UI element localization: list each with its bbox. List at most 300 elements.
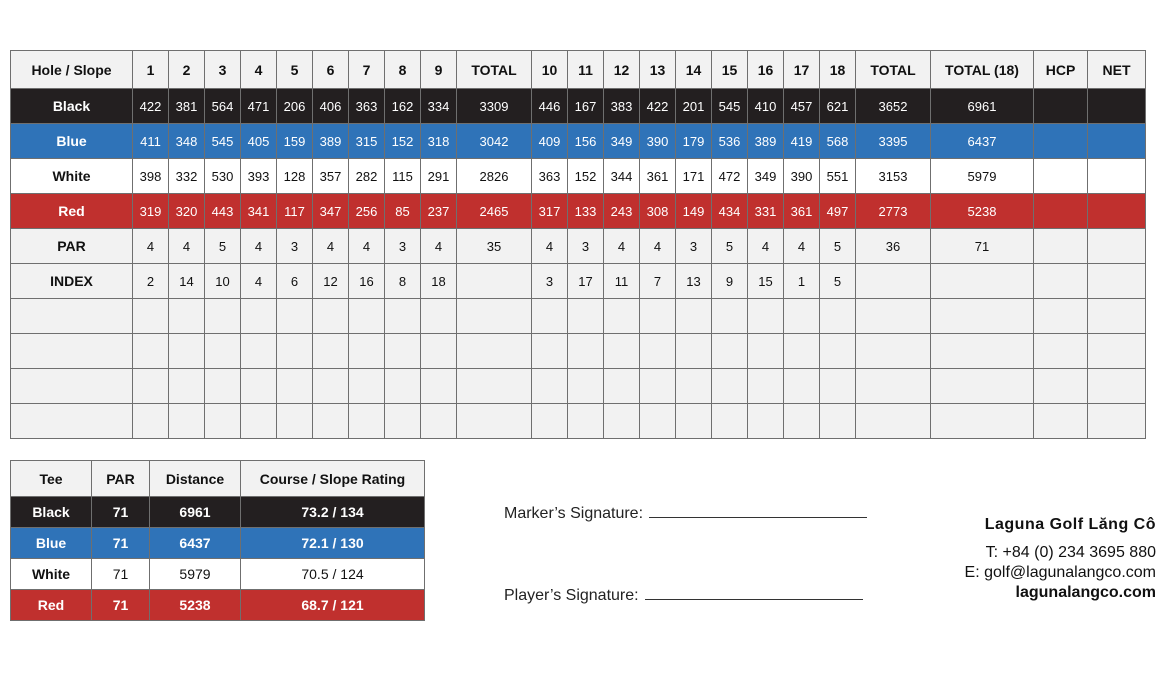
rating-tee: Black [11,497,92,528]
score-cell: 291 [421,159,457,194]
score-cell[interactable] [241,404,277,439]
rating-row-black [11,497,425,528]
contact-phone: T: +84 (0) 234 3695 880 [985,544,1156,561]
score-cell: 159 [277,124,313,159]
score-cell[interactable] [421,334,457,369]
score-cell[interactable] [133,334,169,369]
rating-distance: 5979 [150,559,241,590]
score-cell[interactable] [856,369,931,404]
header-cell: 10 [532,51,568,89]
rating-value: 72.1 / 130 [241,528,425,559]
score-cell[interactable] [856,299,931,334]
score-cell: 411 [133,124,169,159]
score-cell: 4 [784,229,820,264]
score-cell: 2826 [457,159,532,194]
score-cell: 434 [712,194,748,229]
header-cell: 14 [676,51,712,89]
score-cell: 3 [532,264,568,299]
score-cell[interactable] [133,299,169,334]
score-cell[interactable] [313,404,349,439]
score-cell: 357 [313,159,349,194]
score-cell[interactable] [532,404,568,439]
score-cell[interactable] [241,369,277,404]
header-cell: 2 [169,51,205,89]
score-cell: 347 [313,194,349,229]
rating-distance: 5238 [150,590,241,621]
score-cell: 256 [349,194,385,229]
score-cell: 410 [748,89,784,124]
scorecard-header-row [11,51,1146,89]
score-cell: 5 [205,229,241,264]
marker-signature [504,505,867,523]
score-cell[interactable] [457,334,532,369]
score-cell: 389 [313,124,349,159]
score-cell: 3 [676,229,712,264]
score-cell[interactable] [568,404,604,439]
score-cell: 6437 [931,124,1034,159]
score-cell[interactable] [421,299,457,334]
score-cell[interactable] [568,334,604,369]
rating-value: 73.2 / 134 [241,497,425,528]
score-cell[interactable] [712,369,748,404]
score-cell[interactable] [748,369,784,404]
rating-par: 71 [92,559,150,590]
score-cell: 4 [133,229,169,264]
score-cell[interactable] [604,369,640,404]
row-label: White [11,159,133,194]
score-cell: 2 [133,264,169,299]
score-cell: 4 [532,229,568,264]
score-cell: 3395 [856,124,931,159]
rating-header-par: PAR [92,461,150,497]
header-cell: 3 [205,51,241,89]
score-cell[interactable] [748,404,784,439]
header-cell: 1 [133,51,169,89]
score-cell: 320 [169,194,205,229]
score-cell[interactable] [604,299,640,334]
rating-header-tee: Tee [11,461,92,497]
score-cell: 13 [676,264,712,299]
score-cell: 406 [313,89,349,124]
score-cell: 7 [640,264,676,299]
score-cell: 35 [457,229,532,264]
score-cell: 14 [169,264,205,299]
score-cell[interactable] [1034,229,1088,264]
player-score-row [11,404,1146,439]
score-cell[interactable] [313,369,349,404]
score-cell: 331 [748,194,784,229]
player-score-row [11,334,1146,369]
score-cell: 4 [421,229,457,264]
score-cell[interactable] [1088,264,1146,299]
score-cell[interactable] [712,404,748,439]
rating-tee: Blue [11,528,92,559]
score-cell: 5979 [931,159,1034,194]
header-cell: 15 [712,51,748,89]
score-cell: 405 [241,124,277,159]
score-cell[interactable] [640,299,676,334]
score-cell[interactable] [385,334,421,369]
scorecard-body [11,89,1146,439]
score-cell[interactable] [1088,299,1146,334]
score-cell: 317 [532,194,568,229]
score-cell: 457 [784,89,820,124]
score-cell[interactable] [532,334,568,369]
score-cell: 334 [421,89,457,124]
score-cell[interactable] [856,404,931,439]
score-cell: 4 [313,229,349,264]
score-cell: 16 [349,264,385,299]
score-cell: 9 [712,264,748,299]
header-cell: TOTAL [856,51,931,89]
rating-par: 71 [92,590,150,621]
header-cell: 6 [313,51,349,89]
score-cell[interactable] [169,404,205,439]
score-cell[interactable] [241,299,277,334]
score-cell: 551 [820,159,856,194]
tee-row-white [11,159,1146,194]
score-cell[interactable] [676,334,712,369]
score-cell[interactable] [748,334,784,369]
score-cell: 6 [277,264,313,299]
score-cell[interactable] [712,299,748,334]
score-cell[interactable] [1088,194,1146,229]
score-cell[interactable] [277,299,313,334]
score-cell[interactable] [820,334,856,369]
score-cell[interactable] [277,334,313,369]
score-cell: 497 [820,194,856,229]
score-cell: 1 [784,264,820,299]
score-cell: 71 [931,229,1034,264]
score-cell[interactable] [1034,369,1088,404]
header-cell: 8 [385,51,421,89]
row-label: INDEX [11,264,133,299]
score-cell: 318 [421,124,457,159]
score-cell[interactable] [532,299,568,334]
score-cell[interactable] [784,299,820,334]
score-cell: 4 [640,229,676,264]
row-label [11,334,133,369]
rating-row-white [11,559,425,590]
score-cell: 4 [241,229,277,264]
score-cell: 545 [205,124,241,159]
score-cell[interactable] [277,369,313,404]
score-cell: 363 [349,89,385,124]
score-cell: 5238 [931,194,1034,229]
contact-email: E: golf@lagunalangco.com [964,564,1156,581]
score-cell[interactable] [349,334,385,369]
score-cell: 117 [277,194,313,229]
score-cell: 621 [820,89,856,124]
rating-tee: Red [11,590,92,621]
score-cell [931,264,1034,299]
score-cell: 472 [712,159,748,194]
score-cell: 3153 [856,159,931,194]
score-cell: 152 [568,159,604,194]
score-cell[interactable] [169,334,205,369]
score-cell: 4 [241,264,277,299]
score-cell: 341 [241,194,277,229]
score-cell: 2773 [856,194,931,229]
score-cell[interactable] [1088,159,1146,194]
score-cell: 443 [205,194,241,229]
score-cell[interactable] [1034,159,1088,194]
score-cell[interactable] [856,334,931,369]
score-cell: 156 [568,124,604,159]
score-cell: 389 [748,124,784,159]
score-cell [856,264,931,299]
score-cell[interactable] [1088,369,1146,404]
score-cell: 152 [385,124,421,159]
player-score-row [11,369,1146,404]
marker-signature-line[interactable] [649,516,867,518]
score-cell[interactable] [568,369,604,404]
score-cell: 4 [169,229,205,264]
score-cell: 361 [640,159,676,194]
player-score-row [11,299,1146,334]
score-cell[interactable] [784,369,820,404]
score-cell[interactable] [931,404,1034,439]
score-cell[interactable] [313,334,349,369]
score-cell[interactable] [640,404,676,439]
score-cell[interactable] [421,404,457,439]
score-cell[interactable] [676,404,712,439]
score-cell[interactable] [1034,89,1088,124]
row-label [11,404,133,439]
score-cell: 545 [712,89,748,124]
score-cell: 315 [349,124,385,159]
contact-website: lagunalangco.com [1015,584,1156,601]
score-cell[interactable] [784,404,820,439]
score-cell[interactable] [133,369,169,404]
score-cell: 349 [604,124,640,159]
score-cell: 133 [568,194,604,229]
row-label: Blue [11,124,133,159]
score-cell: 308 [640,194,676,229]
header-cell: 5 [277,51,313,89]
header-cell: TOTAL (18) [931,51,1034,89]
score-cell[interactable] [784,334,820,369]
rating-header-rating: Course / Slope Rating [241,461,425,497]
score-cell[interactable] [277,404,313,439]
score-cell: 243 [604,194,640,229]
score-cell: 4 [604,229,640,264]
score-cell[interactable] [1034,194,1088,229]
score-cell[interactable] [640,334,676,369]
score-cell[interactable] [820,369,856,404]
header-cell: 4 [241,51,277,89]
score-cell: 319 [133,194,169,229]
score-cell[interactable] [1088,334,1146,369]
score-cell: 446 [532,89,568,124]
score-cell: 419 [784,124,820,159]
row-label [11,299,133,334]
par-row [11,229,1146,264]
score-cell: 422 [133,89,169,124]
score-cell: 3042 [457,124,532,159]
score-cell[interactable] [421,369,457,404]
score-cell[interactable] [712,334,748,369]
score-cell: 10 [205,264,241,299]
score-cell: 3652 [856,89,931,124]
score-cell[interactable] [676,299,712,334]
score-cell[interactable] [457,404,532,439]
header-cell: 18 [820,51,856,89]
score-cell[interactable] [748,299,784,334]
header-cell: 11 [568,51,604,89]
score-cell: 3 [277,229,313,264]
score-cell: 361 [784,194,820,229]
score-cell[interactable] [931,299,1034,334]
score-cell: 381 [169,89,205,124]
score-cell: 363 [532,159,568,194]
score-cell: 564 [205,89,241,124]
score-cell: 332 [169,159,205,194]
header-cell: 9 [421,51,457,89]
player-signature [504,587,863,605]
score-cell[interactable] [349,369,385,404]
score-cell: 206 [277,89,313,124]
score-cell[interactable] [1034,124,1088,159]
score-cell[interactable] [532,369,568,404]
rating-header-row [11,461,425,497]
score-cell[interactable] [313,299,349,334]
score-cell[interactable] [604,334,640,369]
player-signature-line[interactable] [645,598,863,600]
score-cell[interactable] [1034,299,1088,334]
score-cell: 4 [349,229,385,264]
score-cell: 5 [712,229,748,264]
score-cell[interactable] [676,369,712,404]
score-cell: 568 [820,124,856,159]
rating-row-red [11,590,425,621]
score-cell[interactable] [349,299,385,334]
score-cell: 179 [676,124,712,159]
score-cell: 390 [784,159,820,194]
score-cell[interactable] [1088,89,1146,124]
score-cell: 237 [421,194,457,229]
row-label: Red [11,194,133,229]
score-cell: 2465 [457,194,532,229]
header-cell: 16 [748,51,784,89]
score-cell[interactable] [169,369,205,404]
header-cell: TOTAL [457,51,532,89]
score-cell[interactable] [820,404,856,439]
score-cell: 17 [568,264,604,299]
rating-tee: White [11,559,92,590]
score-cell: 5 [820,229,856,264]
score-cell[interactable] [457,299,532,334]
score-cell: 390 [640,124,676,159]
score-cell[interactable] [604,404,640,439]
score-cell: 344 [604,159,640,194]
header-cell: Hole / Slope [11,51,133,89]
score-cell[interactable] [241,334,277,369]
header-cell: NET [1088,51,1146,89]
header-cell: HCP [1034,51,1088,89]
score-cell: 3 [568,229,604,264]
score-cell[interactable] [931,334,1034,369]
rating-table [10,460,425,621]
score-cell[interactable] [349,404,385,439]
score-cell: 15 [748,264,784,299]
score-cell: 167 [568,89,604,124]
score-cell[interactable] [133,404,169,439]
score-cell: 393 [241,159,277,194]
score-cell: 201 [676,89,712,124]
score-cell: 18 [421,264,457,299]
score-cell[interactable] [1088,404,1146,439]
rating-distance: 6961 [150,497,241,528]
header-cell: 12 [604,51,640,89]
score-cell[interactable] [457,369,532,404]
score-cell: 128 [277,159,313,194]
score-cell[interactable] [931,369,1034,404]
player-signature-label: Player’s Signature: [504,587,639,604]
score-cell: 85 [385,194,421,229]
score-cell: 8 [385,264,421,299]
score-cell [457,264,532,299]
tee-row-blue [11,124,1146,159]
score-cell[interactable] [820,299,856,334]
score-cell: 5 [820,264,856,299]
marker-signature-label: Marker’s Signature: [504,505,644,522]
score-cell[interactable] [640,369,676,404]
score-cell: 471 [241,89,277,124]
score-cell: 171 [676,159,712,194]
score-cell: 6961 [931,89,1034,124]
header-cell: 13 [640,51,676,89]
rating-header-distance: Distance [150,461,241,497]
score-cell: 12 [313,264,349,299]
score-cell[interactable] [1034,404,1088,439]
score-cell: 536 [712,124,748,159]
rating-distance: 6437 [150,528,241,559]
tee-row-red [11,194,1146,229]
rating-value: 68.7 / 121 [241,590,425,621]
score-cell: 282 [349,159,385,194]
scorecard-table [10,50,1146,439]
score-cell[interactable] [568,299,604,334]
score-cell: 4 [748,229,784,264]
score-cell: 11 [604,264,640,299]
tee-row-black [11,89,1146,124]
score-cell[interactable] [205,369,241,404]
score-cell: 349 [748,159,784,194]
score-cell: 115 [385,159,421,194]
score-cell[interactable] [1088,124,1146,159]
rating-par: 71 [92,528,150,559]
score-cell[interactable] [1034,264,1088,299]
rating-row-blue [11,528,425,559]
score-cell[interactable] [1088,229,1146,264]
score-cell: 3309 [457,89,532,124]
score-cell[interactable] [169,299,205,334]
header-cell: 17 [784,51,820,89]
score-cell[interactable] [205,404,241,439]
score-cell[interactable] [385,369,421,404]
score-cell[interactable] [1034,334,1088,369]
score-cell[interactable] [385,299,421,334]
score-cell: 36 [856,229,931,264]
score-cell[interactable] [205,299,241,334]
course-name: Laguna Golf Lăng Cô [984,516,1156,533]
score-cell: 383 [604,89,640,124]
header-cell: 7 [349,51,385,89]
score-cell[interactable] [385,404,421,439]
row-label: Black [11,89,133,124]
score-cell[interactable] [205,334,241,369]
